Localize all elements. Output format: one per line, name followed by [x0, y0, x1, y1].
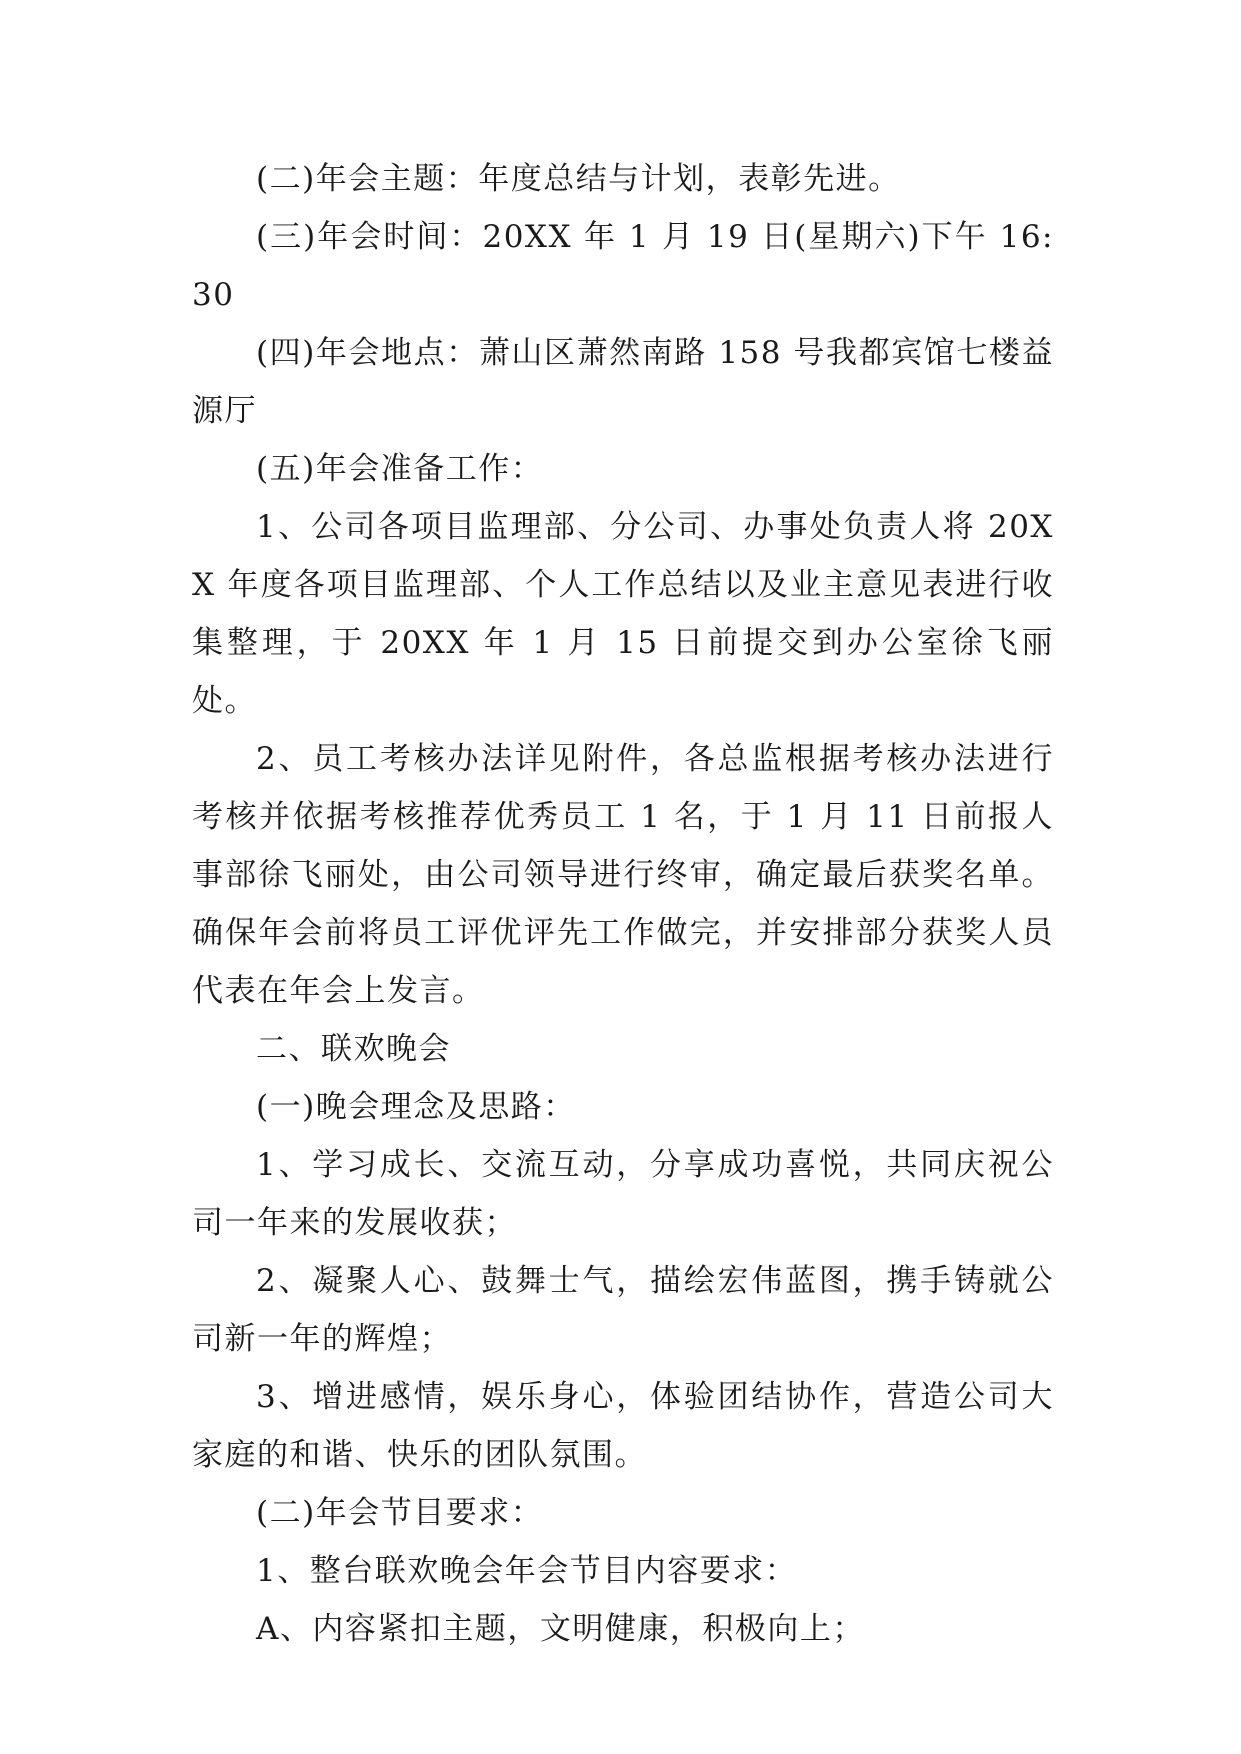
section-heading-gala: 二、联欢晚会 [256, 1031, 451, 1067]
paragraph-location: (四)年会地点：萧山区萧然南路 158 号我都宾馆七楼益源厅 [192, 335, 1054, 429]
paragraph-gala-concept-heading: (一)晚会理念及思路： [256, 1089, 576, 1125]
paragraph-gala-concept-3: 3、增进感情，娱乐身心，体验团结协作，营造公司大家庭的和谐、快乐的团队氛围。 [192, 1379, 1054, 1473]
paragraph-time: (三)年会时间：20XX 年 1 月 19 日(星期六)下午 16:30 [192, 219, 1054, 313]
paragraph-preparation-heading: (五)年会准备工作： [256, 451, 544, 487]
paragraph-program-requirements-a: A、内容紧扣主题，文明健康，积极向上； [256, 1611, 865, 1647]
document-body [192, 150, 1054, 1658]
paragraph-program-requirements-1: 1、整台联欢晚会年会节目内容要求： [256, 1553, 798, 1589]
paragraph-preparation-2: 2、员工考核办法详见附件，各总监根据考核办法进行考核并依据考核推荐优秀员工 1 名，于 1 月 11 日前报人事部徐飞丽处，由公司领导进行终审，确定最后获奖名单。确保年会前将员工评优评先工作做完，并安排部分获奖人员代表在年会上发言。 [192, 741, 1054, 1009]
paragraph-preparation-1: 1、公司各项目监理部、分公司、办事处负责人将 20XX 年度各项目监理部、个人工作总结以及业主意见表进行收集整理，于 20XX 年 1 月 15 日前提交到办公室徐飞丽处。 [192, 509, 1054, 719]
paragraph-theme: (二)年会主题：年度总结与计划，表彰先进。 [256, 161, 901, 197]
paragraph-gala-concept-1: 1、学习成长、交流互动，分享成功喜悦，共同庆祝公司一年来的发展收获； [192, 1147, 1054, 1241]
paragraph-gala-concept-2: 2、凝聚人心、鼓舞士气，描绘宏伟蓝图，携手铸就公司新一年的辉煌； [192, 1263, 1054, 1357]
paragraph-program-requirements-heading: (二)年会节目要求： [256, 1495, 544, 1531]
